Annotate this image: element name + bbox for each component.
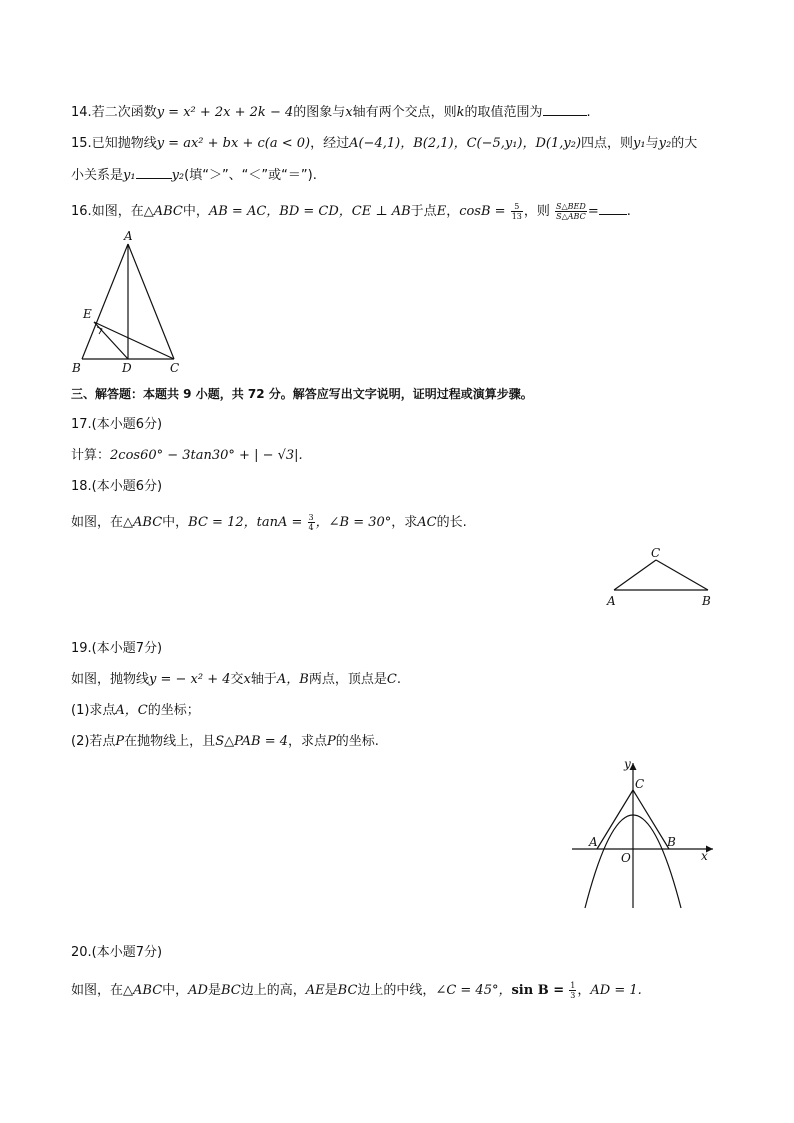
question-20-heading: 20.(本小题7分) <box>71 945 163 960</box>
question-17: 计算：2cos60° − 3tan30° + | − √3|. <box>71 448 303 463</box>
q19-label-b: B <box>667 835 676 849</box>
q19-label-c: C <box>635 777 645 791</box>
q16-cos-fraction: $\frac{5}{13}$ <box>511 202 522 221</box>
q19-label-x: x <box>701 849 708 863</box>
q18-triangle-figure <box>600 543 720 611</box>
question-19-part-1: (1)求点A，C的坐标； <box>71 703 200 718</box>
question-19-part-2: (2)若点P在抛物线上，且S△PAB = 4，求点P的坐标. <box>71 734 379 749</box>
question-18-heading: 18.(本小题6分) <box>71 479 163 494</box>
q16-triangle-figure <box>64 228 194 376</box>
q19-parabola-figure <box>565 755 725 915</box>
q19-segment-ac <box>597 790 633 849</box>
q16-area-ratio: $\frac{\text{S△BED}}{\text{S△ABC}}$ <box>556 202 586 221</box>
question-15-line2: 小关系是y₁ y₂(填“＞”、“＜”或“＝”). <box>71 168 317 183</box>
q14-number: 14. <box>71 105 92 120</box>
q18-side-ac <box>614 560 656 590</box>
q16-label-d: D <box>122 361 132 375</box>
q16-side-ac <box>128 244 174 359</box>
q16-label-b: B <box>72 361 81 375</box>
q20-sin-fraction: $\frac{1}{3}$ <box>570 981 576 1000</box>
q18-tan-fraction: $\frac{3}{4}$ <box>308 513 314 532</box>
q18-label-a: A <box>607 594 616 608</box>
q18-label-c: C <box>651 546 661 560</box>
question-18: 如图，在△ABC中，BC = 12，tanA = $\frac{3}{4}$ ，∠B = 30°，求AC的长. <box>71 513 467 532</box>
q16-label-e: E <box>83 307 92 321</box>
q16-side-ab <box>82 244 128 359</box>
question-15: 15.已知抛物线y = ax² + bx + c(a < 0)，经过A(−4,1)，B(2,1)，C(−5,y₁)，D(1,y₂)四点，则y₁与y₂的大 <box>71 136 698 151</box>
section-3-heading: 三、解答题：本题共 9 小题，共 72 分。解答应写出文字说明，证明过程或演算步骤。 <box>71 387 533 401</box>
q19-label-y: y <box>624 757 631 771</box>
question-16: 16.如图，在△ABC中，AB = AC，BD = CD，CE ⊥ AB于点E，cosB = $\frac{5}{13}$ ，则 $\frac{\text{S△BED}}{\text{S△ABC}}$ = . <box>71 202 631 221</box>
q19-label-o: O <box>621 851 631 865</box>
question-14: 14.若二次函数y = x² + 2x + 2k − 4的图象与x轴有两个交点，则k的取值范围为 . <box>71 105 591 120</box>
q16-answer-blank <box>599 202 627 215</box>
question-19: 如图，抛物线y = − x² + 4交x轴于A，B两点，顶点是C. <box>71 672 401 687</box>
q19-label-a: A <box>589 835 598 849</box>
q16-label-a: A <box>124 229 133 243</box>
q19-segment-bc <box>633 790 669 849</box>
q17-expression: 2cos60° − 3tan30° + | − √3|. <box>110 448 303 463</box>
q18-side-bc <box>656 560 708 590</box>
q16-label-c: C <box>170 361 180 375</box>
q18-label-b: B <box>702 594 711 608</box>
q15-answer-blank <box>136 166 172 179</box>
q14-function: y = x² + 2x + 2k − 4 <box>156 105 294 120</box>
question-19-heading: 19.(本小题7分) <box>71 641 163 656</box>
question-20: 如图，在△ABC中，AD是BC边上的高，AE是BC边上的中线，∠C = 45°，sin B = $\frac{1}{3}$ ，AD = 1. <box>71 981 642 1000</box>
question-17-heading: 17.(本小题6分) <box>71 417 163 432</box>
q14-answer-blank <box>543 103 587 116</box>
q16-right-angle-mark <box>97 327 102 334</box>
